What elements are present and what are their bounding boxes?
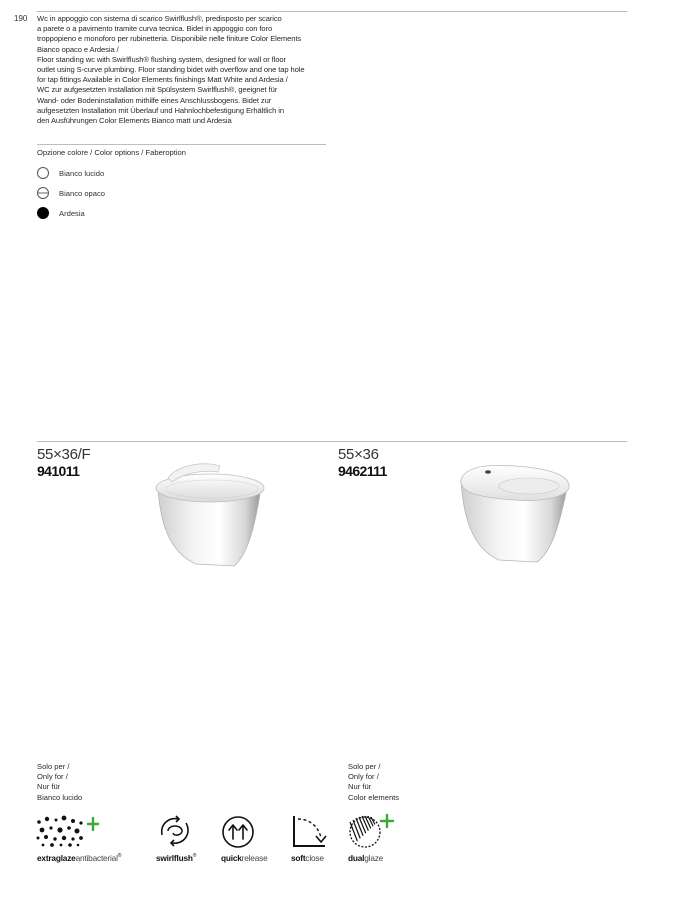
- color-option-label: Ardesia: [59, 208, 85, 218]
- description-line: Wand- oder Bodeninstallation mithilfe eines Anschlussbogens. Bidet zur: [37, 95, 272, 105]
- matt-white-swatch-icon: [37, 187, 49, 199]
- description-line: Wc in appoggio con sistema di scarico Swirlflush®, predisposto per scarico: [37, 14, 282, 23]
- note-line: Only for /: [348, 772, 379, 782]
- product-size: 55×36: [338, 446, 379, 463]
- dualglaze-label: [348, 853, 383, 863]
- extraglaze-antibacterial-icon: [36, 814, 100, 848]
- description-line: troppopieno e monoforo per rubinetteria. Disponibile nelle finiture Color Elements: [37, 34, 302, 44]
- feature-label-light: close: [305, 853, 324, 863]
- description-line: Floor standing wc with Swirlflush® flushing system, designed for wall or floor: [37, 54, 286, 64]
- registered-mark: ®: [192, 853, 197, 860]
- product-description: [37, 14, 329, 126]
- quickrelease-icon: [221, 815, 255, 849]
- wc-image: [150, 460, 275, 570]
- product-note: [37, 762, 82, 803]
- feature-label-light: antibacterial: [75, 853, 118, 863]
- product-code: 9462111: [338, 463, 387, 479]
- color-option-label: Bianco lucido: [59, 168, 105, 178]
- registered-mark: ®: [117, 853, 122, 860]
- feature-label-bold: swirlflush: [156, 853, 193, 863]
- products-rule: [37, 441, 627, 442]
- color-option-label: Bianco opaco: [59, 188, 106, 198]
- color-options-title: Opzione colore / Color options / Faberoption: [37, 148, 187, 157]
- dualglaze-icon: [348, 812, 396, 850]
- note-line: Only for /: [37, 772, 68, 782]
- color-option-bianco-lucido: [37, 166, 104, 180]
- description-line: den Ausführungen Color Elements Bianco matt und Ardesia: [37, 116, 232, 126]
- note-line: Bianco lucido: [37, 792, 83, 802]
- product-note: [348, 762, 399, 803]
- feature-label-bold: extraglaze: [37, 853, 76, 863]
- note-line: Nur für: [37, 782, 61, 792]
- color-options-rule: [37, 144, 326, 145]
- bidet-image: [455, 462, 580, 567]
- product-code: 941011: [37, 463, 80, 479]
- product-size: 55×36/F: [37, 446, 91, 463]
- description-line: outlet using S-curve plumbing. Floor standing bidet with overflow and one tap hole: [37, 65, 305, 75]
- glossy-white-swatch-icon: [37, 167, 49, 179]
- description-line: for tap fittings Available in Color Elements finishings Matt White and Ardesia /: [37, 75, 288, 85]
- slate-black-swatch-icon: [37, 207, 49, 219]
- note-line: Solo per /: [37, 762, 70, 771]
- description-line: Bianco opaco e Ardesia /: [37, 44, 119, 54]
- note-line: Nur für: [348, 782, 372, 792]
- note-line: Color elements: [348, 792, 400, 802]
- swirlflush-label: [156, 853, 196, 863]
- note-line: Solo per /: [348, 762, 381, 771]
- quickrelease-label: [221, 853, 267, 863]
- extraglaze-antibacterial-label: [37, 853, 121, 863]
- softclose-label: [291, 853, 324, 863]
- feature-label-bold: dual: [348, 853, 365, 863]
- page-number: 190: [14, 14, 28, 23]
- description-line: a parete o a pavimento tramite curva tecnica. Bidet in appoggio con foro: [37, 24, 273, 34]
- description-line: WC zur aufgesetzten Installation mit Spülsystem Swirlflush®, geeignet für: [37, 85, 278, 95]
- feature-label-bold: soft: [291, 853, 306, 863]
- feature-label-light: glaze: [364, 853, 384, 863]
- top-rule: [37, 11, 627, 12]
- softclose-icon: [291, 814, 329, 850]
- feature-label-bold: quick: [221, 853, 242, 863]
- swirlflush-icon: [156, 813, 194, 849]
- description-line: aufgesetzten Installation mit Überlauf und Hahnlochbefestigung Erhältlich in: [37, 105, 284, 115]
- color-option-bianco-opaco: [37, 186, 105, 200]
- color-option-ardesia: [37, 206, 85, 220]
- feature-label-light: release: [241, 853, 268, 863]
